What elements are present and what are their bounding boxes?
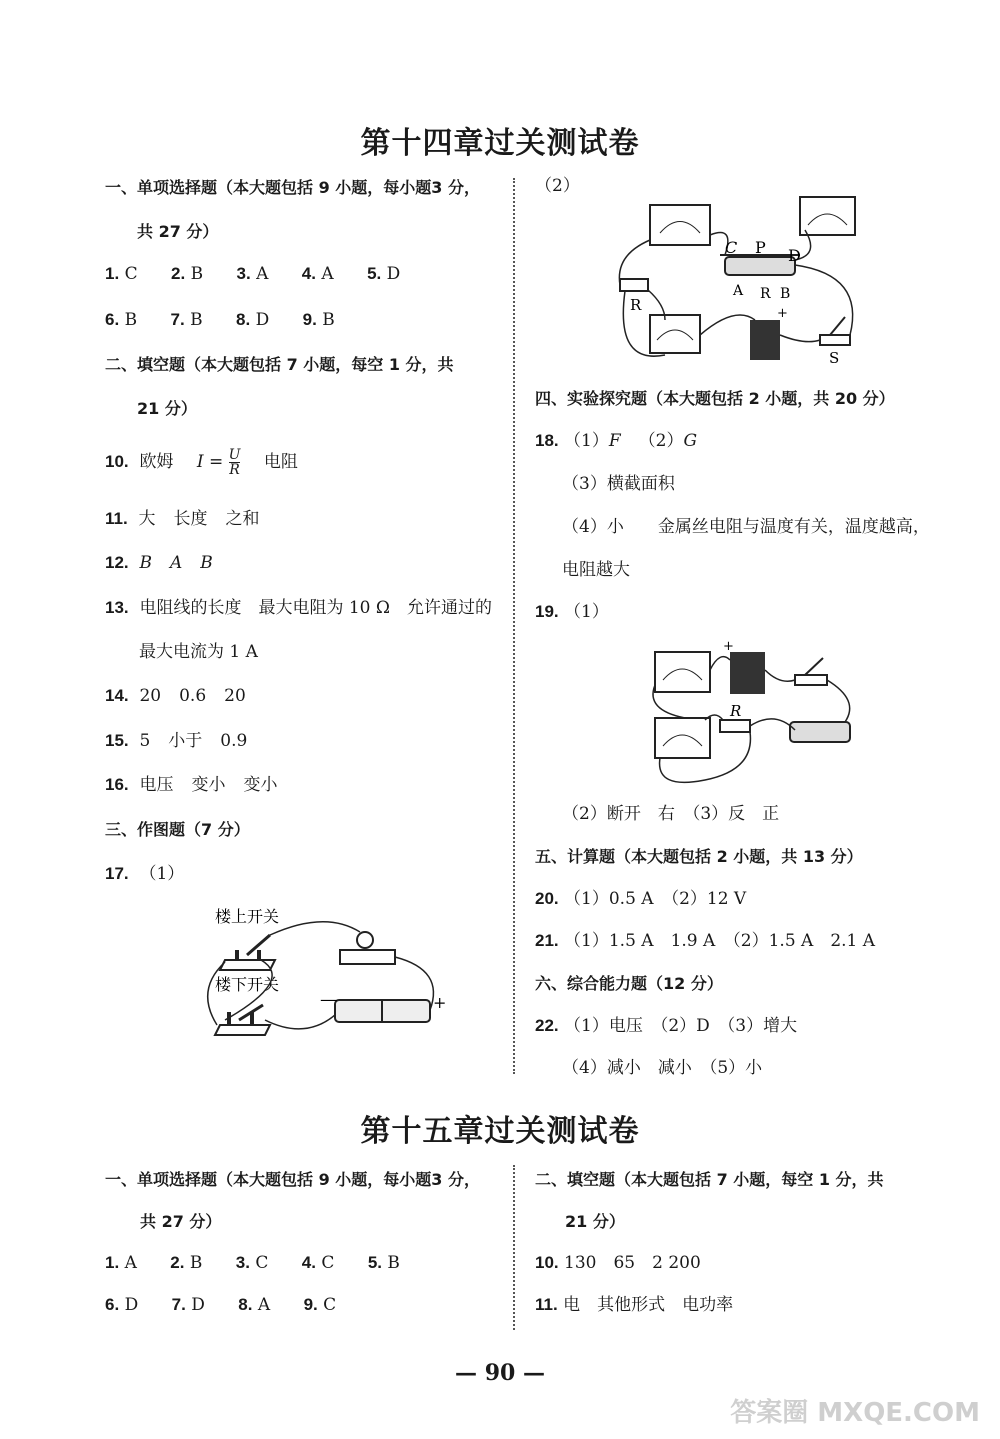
voltmeter-top: [650, 205, 710, 245]
section-heading-cont: 21 分）: [137, 399, 197, 418]
section-heading-cont: 共 27 分）: [140, 1212, 222, 1231]
label-R: R: [730, 702, 742, 720]
q11-answer: 11. 电 其他形式 电功率: [535, 1295, 734, 1315]
q17-answer: 17. （1）: [105, 864, 185, 884]
label-B: B: [780, 286, 791, 302]
q10-answer: 10. 130 65 2 200: [535, 1253, 701, 1273]
section-heading: 一、单项选择题（本大题包括 9 小题，每小题3 分，: [105, 1170, 480, 1189]
battery-pack: [320, 989, 446, 1022]
section-heading: 六、综合能力题（12 分）: [535, 974, 723, 993]
q13-answer-cont: 最大电流为 1 A: [139, 642, 258, 662]
section-heading: 四、实验探究题（本大题包括 2 小题，共 20 分）: [535, 389, 895, 408]
q11-answer: 11. 大 长度 之和: [105, 509, 260, 529]
q15-answer: 15. 5 小于 0.9: [105, 731, 248, 751]
q22-answer-cont: （4）减小 减小 （5）小: [562, 1058, 763, 1078]
battery-minus: —: [320, 989, 338, 1010]
battery: [730, 652, 765, 694]
q22-answer: 22. （1）电压 （2）D （3）增大: [535, 1016, 798, 1036]
section-heading: 二、填空题（本大题包括 7 小题，每空 1 分，共: [105, 355, 454, 374]
resistor-r: [620, 279, 648, 291]
q18-answer-4: （4）小 金属丝电阻与温度有关，温度越高，: [562, 517, 930, 537]
formula-fraction: $\frac{U}{R}$: [228, 447, 241, 478]
mc-row: 1. C 2. B 3. A 4. A 5. D: [105, 264, 401, 284]
q14-answer: 14. 20 0.6 20: [105, 686, 246, 706]
watermark-logo: 答案圈 MXQE.COM: [730, 1398, 980, 1428]
ammeter: [650, 315, 700, 353]
label-downstairs-switch: 楼下开关: [215, 975, 280, 994]
q18-answer: 18. （1）F （2）G: [535, 431, 698, 451]
label-P: P: [755, 238, 766, 257]
label-plus: +: [723, 640, 734, 654]
label-R: R: [630, 296, 642, 314]
chapter14-title: 第十四章过关测试卷: [360, 126, 640, 161]
voltmeter-right: [800, 197, 855, 235]
q12-answer: 12. B A B: [105, 553, 213, 573]
chapter15-title: 第十五章过关测试卷: [360, 1114, 640, 1149]
section-heading-cont: 共 27 分）: [137, 222, 219, 241]
section-heading: 五、计算题（本大题包括 2 小题，共 13 分）: [535, 847, 863, 866]
circuit-figure-rheostat: [605, 195, 865, 370]
voltmeter: [655, 718, 710, 758]
battery: [750, 320, 780, 360]
resistor-r: [720, 720, 750, 732]
label-S: S: [829, 349, 840, 367]
switch: [795, 658, 827, 685]
switch-s: [820, 317, 850, 345]
label-D: D: [788, 246, 801, 265]
rheostat: [790, 722, 850, 742]
label-plus: +: [777, 306, 788, 321]
section-heading: 三、作图题（7 分）: [105, 820, 250, 839]
column-divider: [513, 1165, 515, 1330]
circuit-figure-voltammetry: [645, 640, 865, 790]
page-number: — 90 —: [455, 1360, 545, 1386]
mc-row: 6. D 7. D 8. A 9. C: [105, 1295, 337, 1315]
mc-row: 6. B 7. B 8. D 9. B: [105, 310, 335, 330]
q16-answer: 16. 电压 变小 变小: [105, 775, 278, 795]
section-heading-cont: 21 分）: [565, 1212, 625, 1231]
q17-part2: （2）: [535, 176, 580, 196]
section-heading: 二、填空题（本大题包括 7 小题，每空 1 分，共: [535, 1170, 884, 1189]
q20-answer: 20. （1）0.5 A （2）12 V: [535, 889, 747, 909]
q21-answer: 21. （1）1.5 A 1.9 A （2）1.5 A 2.1 A: [535, 931, 876, 951]
q18-answer-3: （3）横截面积: [562, 474, 675, 494]
ammeter: [655, 652, 710, 692]
section-heading: 一、单项选择题（本大题包括 9 小题，每小题3 分，: [105, 178, 480, 197]
label-A: A: [733, 283, 744, 299]
q13-answer: 13. 电阻线的长度 最大电阻为 10 Ω 允许通过的: [105, 598, 492, 618]
label-R-rheostat: R: [760, 286, 771, 302]
light-bulb: [340, 932, 395, 964]
column-divider: [513, 178, 515, 1074]
circuit-figure-staircase: [195, 900, 455, 1050]
battery-plus: +: [433, 993, 447, 1012]
q18-answer-4-cont: 电阻越大: [562, 560, 630, 580]
label-upstairs-switch: 楼上开关: [215, 907, 280, 926]
mc-row: 1. A 2. B 3. C 4. C 5. B: [105, 1253, 400, 1273]
label-C: C: [725, 238, 738, 257]
q10-answer: 10. 欧姆 I = $\frac{U}{R}$ 电阻: [105, 447, 298, 478]
q19-answer-2: （2）断开 右 （3）反 正: [562, 804, 780, 824]
q19-answer: 19. （1）: [535, 602, 609, 622]
